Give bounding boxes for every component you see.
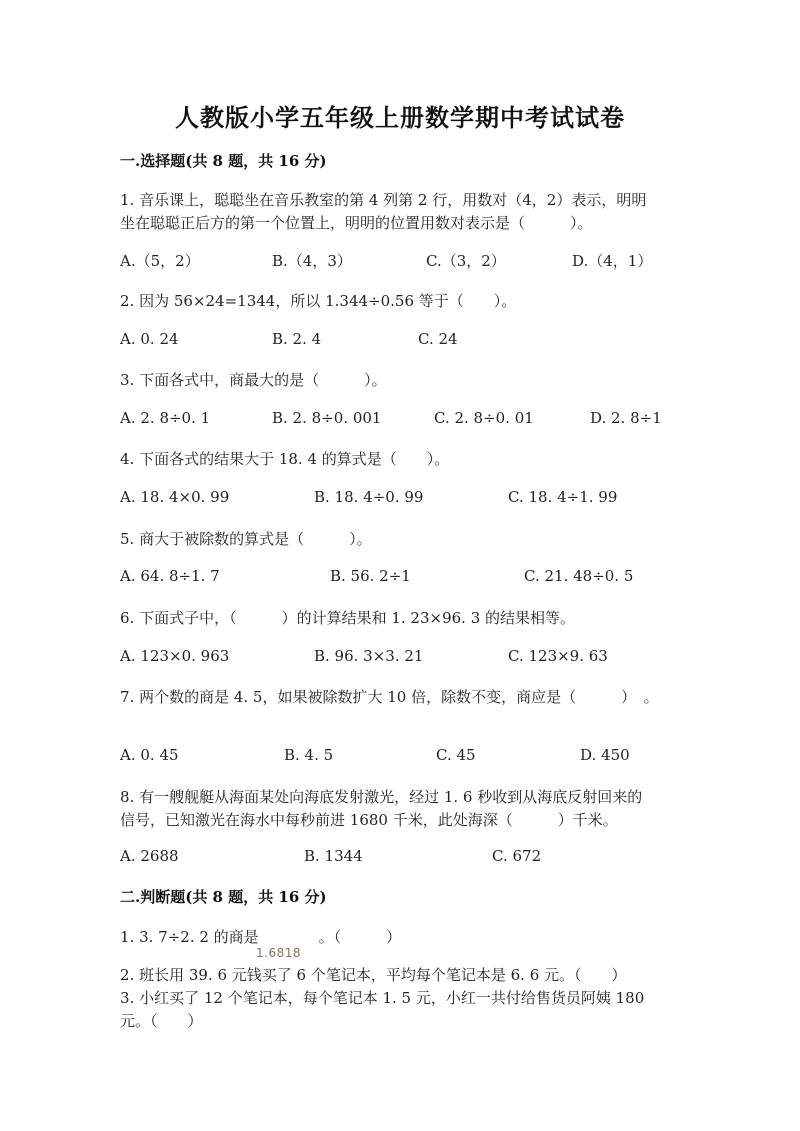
judge-3-line-2: 元。（ ） bbox=[120, 1012, 203, 1030]
question-1-option-c: C.（3，2） bbox=[426, 252, 506, 270]
question-2-option-a: A. 0. 24 bbox=[120, 330, 179, 348]
section-heading-choice: 一.选择题(共 8 题，共 16 分) bbox=[120, 152, 327, 170]
question-2-option-b: B. 2. 4 bbox=[272, 330, 322, 348]
question-1-option-b: B.（4，3） bbox=[272, 252, 352, 270]
question-7-option-a: A. 0. 45 bbox=[120, 746, 179, 764]
question-1-option-d: D.（4，1） bbox=[572, 252, 653, 270]
section-heading-judgement: 二.判断题(共 8 题，共 16 分) bbox=[120, 888, 327, 906]
question-1-line-1: 1. 音乐课上，聪聪坐在音乐教室的第 4 列第 2 行，用数对（4，2）表示，明明 bbox=[120, 191, 647, 209]
question-5-line-1: 5. 商大于被除数的算式是（ ）。 bbox=[120, 530, 372, 548]
question-2-line-1: 2. 因为 56×24=1344，所以 1.344÷0.56 等于（ ）。 bbox=[120, 292, 517, 310]
question-4-line-1: 4. 下面各式的结果大于 18. 4 的算式是（ ）。 bbox=[120, 450, 450, 468]
question-3-option-c: C. 2. 8÷0. 01 bbox=[434, 409, 534, 427]
question-8-option-a: A. 2688 bbox=[120, 847, 179, 865]
question-3-option-b: B. 2. 8÷0. 001 bbox=[272, 409, 382, 427]
judge-2-line-1: 2. 班长用 39. 6 元钱买了 6 个笔记本，平均每个笔记本是 6. 6 元。（ ） bbox=[120, 966, 627, 984]
judge-1-line-1: 1. 3. 7÷2. 2 的商是 。（ ） bbox=[120, 928, 402, 946]
question-3-line-1: 3. 下面各式中，商最大的是（ ）。 bbox=[120, 371, 387, 389]
question-7-option-b: B. 4. 5 bbox=[284, 746, 334, 764]
question-8-option-c: C. 672 bbox=[492, 847, 542, 865]
question-7-option-d: D. 450 bbox=[580, 746, 630, 764]
question-6-option-a: A. 123×0. 963 bbox=[120, 647, 230, 665]
question-2-option-c: C. 24 bbox=[418, 330, 458, 348]
question-7-option-c: C. 45 bbox=[436, 746, 476, 764]
question-8-option-b: B. 1344 bbox=[304, 847, 363, 865]
question-6-option-b: B. 96. 3×3. 21 bbox=[314, 647, 424, 665]
question-1-line-2: 坐在聪聪正后方的第一个位置上，明明的位置用数对表示是（ ）。 bbox=[120, 214, 593, 232]
question-5-option-a: A. 64. 8÷1. 7 bbox=[120, 567, 220, 585]
handwritten-annotation: 1.6818 bbox=[256, 946, 301, 960]
question-4-option-a: A. 18. 4×0. 99 bbox=[120, 488, 230, 506]
question-5-option-c: C. 21. 48÷0. 5 bbox=[524, 567, 634, 585]
question-1-option-a: A.（5，2） bbox=[120, 252, 200, 270]
question-4-option-b: B. 18. 4÷0. 99 bbox=[314, 488, 424, 506]
page-title: 人教版小学五年级上册数学期中考试试卷 bbox=[175, 103, 625, 132]
judge-3-line-1: 3. 小红买了 12 个笔记本，每个笔记本 1. 5 元，小红一共付给售货员阿姨 180 bbox=[120, 989, 645, 1007]
question-6-line-1: 6. 下面式子中，（ ）的计算结果和 1. 23×96. 3 的结果相等。 bbox=[120, 609, 576, 627]
question-5-option-b: B. 56. 2÷1 bbox=[330, 567, 411, 585]
question-6-option-c: C. 123×9. 63 bbox=[508, 647, 608, 665]
question-8-line-2: 信号，已知激光在海水中每秒前进 1680 千米，此处海深（ ）千米。 bbox=[120, 811, 618, 829]
question-3-option-d: D. 2. 8÷1 bbox=[590, 409, 662, 427]
question-7-line-1: 7. 两个数的商是 4. 5，如果被除数扩大 10 倍，除数不变，商应是（ ） 。 bbox=[120, 688, 659, 706]
question-8-line-1: 8. 有一艘舰艇从海面某处向海底发射激光，经过 1. 6 秒收到从海底反射回来的 bbox=[120, 788, 643, 806]
question-4-option-c: C. 18. 4÷1. 99 bbox=[508, 488, 618, 506]
question-3-option-a: A. 2. 8÷0. 1 bbox=[120, 409, 211, 427]
